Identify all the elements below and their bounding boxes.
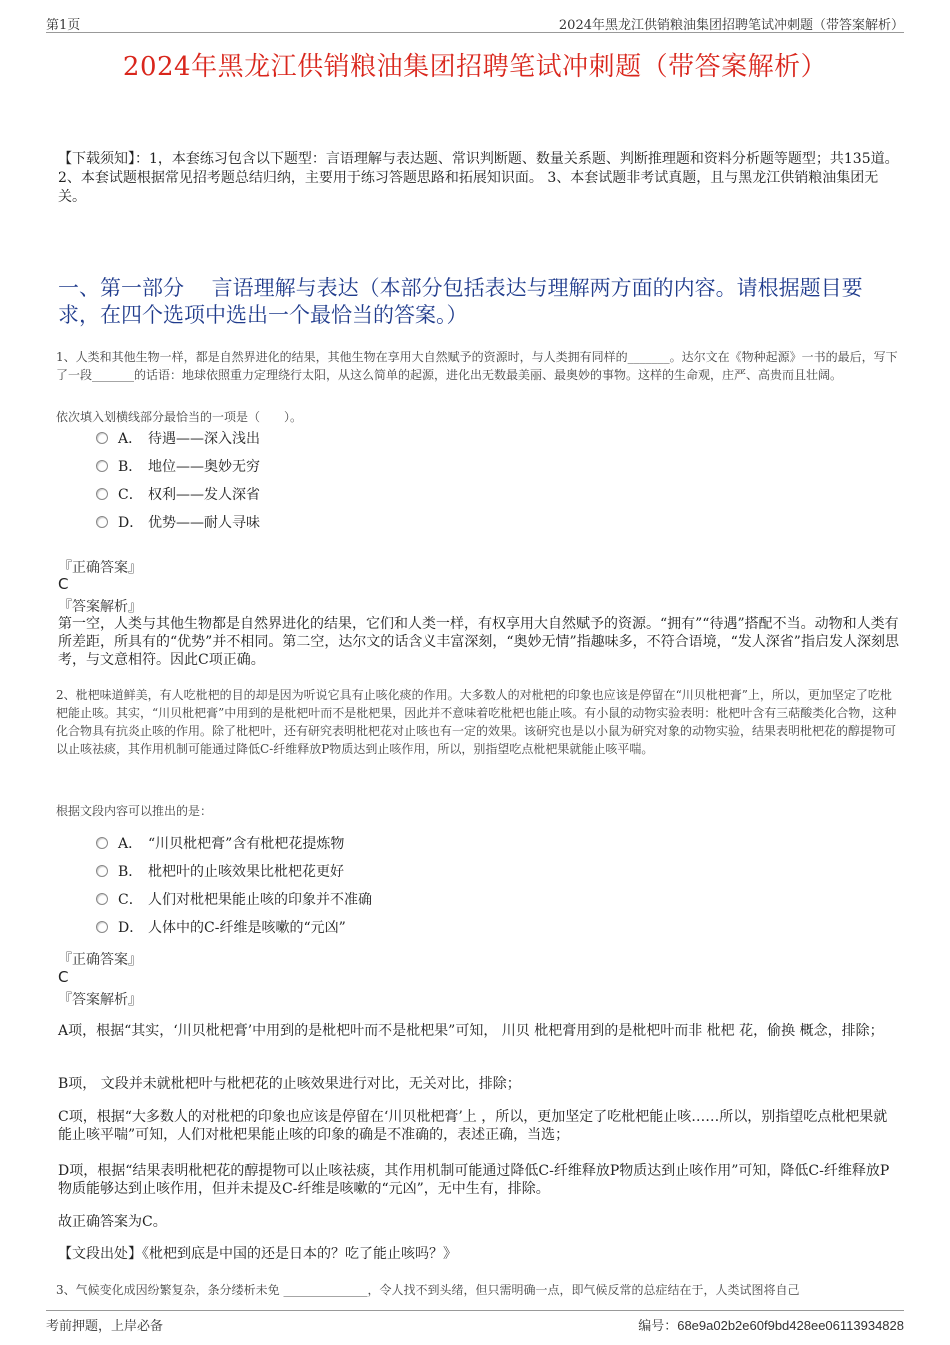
radio-icon[interactable]: [96, 865, 108, 877]
question-1-option-b[interactable]: B． 地位——奥妙无穷: [96, 457, 260, 477]
section-heading: 一、第一部分 言语理解与表达（本部分包括表达与理解两方面的内容。请根据题目要求，在四个选项中选出一个最恰当的答案。）: [58, 276, 863, 327]
question-2-source: 【文段出处】《枇杷到底是中国的还是日本的？吃了能止咳吗？》: [58, 1246, 457, 1262]
question-2-answer: C: [58, 968, 69, 986]
radio-icon[interactable]: [96, 837, 108, 849]
question-1-explanation: 第一空，人类与其他生物都是自然界进化的结果，它们和人类一样，有权享用大自然赋予的资源。“拥有”“待遇”搭配不当。动物和人类有所差距，所具有的“优势”并不相同。第二空，达尔文的话含义丰富深刻，“奥妙无情”指趣味多，不符合语境，“发人深省”指启发人深刻思考，与文意相符。因此C项正确。: [58, 616, 899, 668]
radio-icon[interactable]: [96, 432, 108, 444]
question-2-text: 2、枇杷味道鲜美，有人吃枇杷的目的却是因为听说它具有止咳化痰的作用。大多数人的对枇杷的印象也应该是停留在“川贝枇杷膏”上，所以，更加坚定了吃枇杷能止咳。其实，“川贝枇杷膏”中用到的是枇杷叶而不是枇杷果，因此并不意味着吃枇杷也能止咳。有小鼠的动物实验表明：枇杷叶含有三萜酸类化合物，这种化合物具有抗炎止咳的作用。除了枇杷叶，还有研究表明枇杷花对止咳也有一定的效果。该研究也是以小鼠为研究对象的动物实验，结果表明枇杷花的醇提物可以止咳祛痰，其作用机制可能通过降低C-纤维释放P物质达到止咳作用，所以，别指望吃点枇杷果就能止咳平喘。: [56, 688, 897, 756]
radio-icon[interactable]: [96, 921, 108, 933]
radio-icon[interactable]: [96, 488, 108, 500]
download-notice: 【下载须知】：1，本套练习包含以下题型：言语理解与表达题、常识判断题、数量关系题、判断推理题和资料分析题等题型；共135道。 2、本套试题根据常见招考题总结归纳，主要用于练习答题思路和拓展知识面。 3、本套试题非考试真题，且与黑龙江供销粮油集团无关。: [58, 151, 899, 205]
question-2-explanation-c: C项，根据“大多数人的对枇杷的印象也应该是停留在‘川贝枇杷膏’上 ，所以，更加坚定了吃枇杷能止咳……所以，别指望吃点枇杷果就能止咳平喘”可知，人们对枇杷果能止咳的印象的确是不准确的，表述正确，当选；: [58, 1109, 888, 1143]
footer-slogan: 考前押题，上岸必备: [46, 1319, 164, 1334]
question-1-answer: C: [58, 575, 69, 593]
radio-icon[interactable]: [96, 460, 108, 472]
question-2-prompt: 根据文段内容可以推出的是：: [56, 804, 213, 818]
question-1-prompt: 依次填入划横线部分最恰当的一项是（ ）。: [56, 410, 303, 424]
radio-icon[interactable]: [96, 893, 108, 905]
question-2-explanation-d: D项，根据“结果表明枇杷花的醇提物可以止咳祛痰，其作用机制可能通过降低C-纤维释放P物质达到止咳作用”可知，降低C-纤维释放P物质能够达到止咳作用，但并未提及C-纤维是咳嗽的“元凶”，无中生有，排除。: [58, 1163, 890, 1197]
question-2-option-b[interactable]: B． 枇杷叶的止咳效果比枇杷花更好: [96, 862, 344, 882]
question-1-option-c[interactable]: C． 权利——发人深省: [96, 485, 260, 505]
question-1-text: 1、人类和其他生物一样，都是自然界进化的结果，其他生物在享用大自然赋予的资源时，与人类拥有同样的_______。达尔文在《物种起源》一书的最后，写下了一段_______的话语：地球依照重力定理绕行太阳，从这么简单的起源，进化出无数最美丽、最奥妙的事物。这样的生命观，庄严、高贵而且壮阔。: [56, 350, 898, 382]
question-2-option-a[interactable]: A． “川贝枇杷膏”含有枇杷花提炼物: [96, 834, 344, 854]
question-1-option-a[interactable]: A． 待遇——深入浅出: [96, 429, 260, 449]
header-doc-title: 2024年黑龙江供销粮油集团招聘笔试冲刺题（带答案解析）: [558, 18, 904, 33]
page-footer: [46, 1310, 904, 1333]
radio-icon[interactable]: [96, 516, 108, 528]
correct-answer-label: 『正确答案』: [58, 560, 142, 576]
page-number: 第1页: [46, 18, 81, 33]
question-2-explanation-b: B项， 文段并未就枇杷叶与枇杷花的止咳效果进行对比，无关对比，排除；: [58, 1076, 521, 1092]
question-2-explanation-a: A项，根据“其实，‘川贝枇杷膏’中用到的是枇杷叶而不是枇杷果”可知， 川贝 枇杷膏用到的是枇杷叶而非 枇杷 花，偷换 概念，排除；: [58, 1023, 884, 1039]
document-title: 2024年黑龙江供销粮油集团招聘笔试冲刺题（带答案解析）: [122, 52, 828, 82]
question-2-option-c[interactable]: C． 人们对枇杷果能止咳的印象并不准确: [96, 890, 372, 910]
correct-answer-label: 『正确答案』: [58, 952, 142, 968]
question-2-conclusion: 故正确答案为C。: [58, 1214, 167, 1230]
explanation-label: 『答案解析』: [58, 992, 142, 1008]
explanation-label: 『答案解析』: [58, 599, 142, 615]
footer-code: 编号：68e9a02b2e60f9bd428ee06113934828: [638, 1318, 904, 1334]
question-2-option-d[interactable]: D． 人体中的C-纤维是咳嗽的“元凶”: [96, 918, 346, 938]
page-header: [46, 14, 904, 33]
question-3-text: 3、气候变化成因纷繁复杂，条分缕析未免 ______________，令人找不到头绪，但只需明确一点，即气候反常的总症结在于，人类试图将自己: [56, 1283, 800, 1297]
question-1-option-d[interactable]: D． 优势——耐人寻味: [96, 513, 260, 533]
